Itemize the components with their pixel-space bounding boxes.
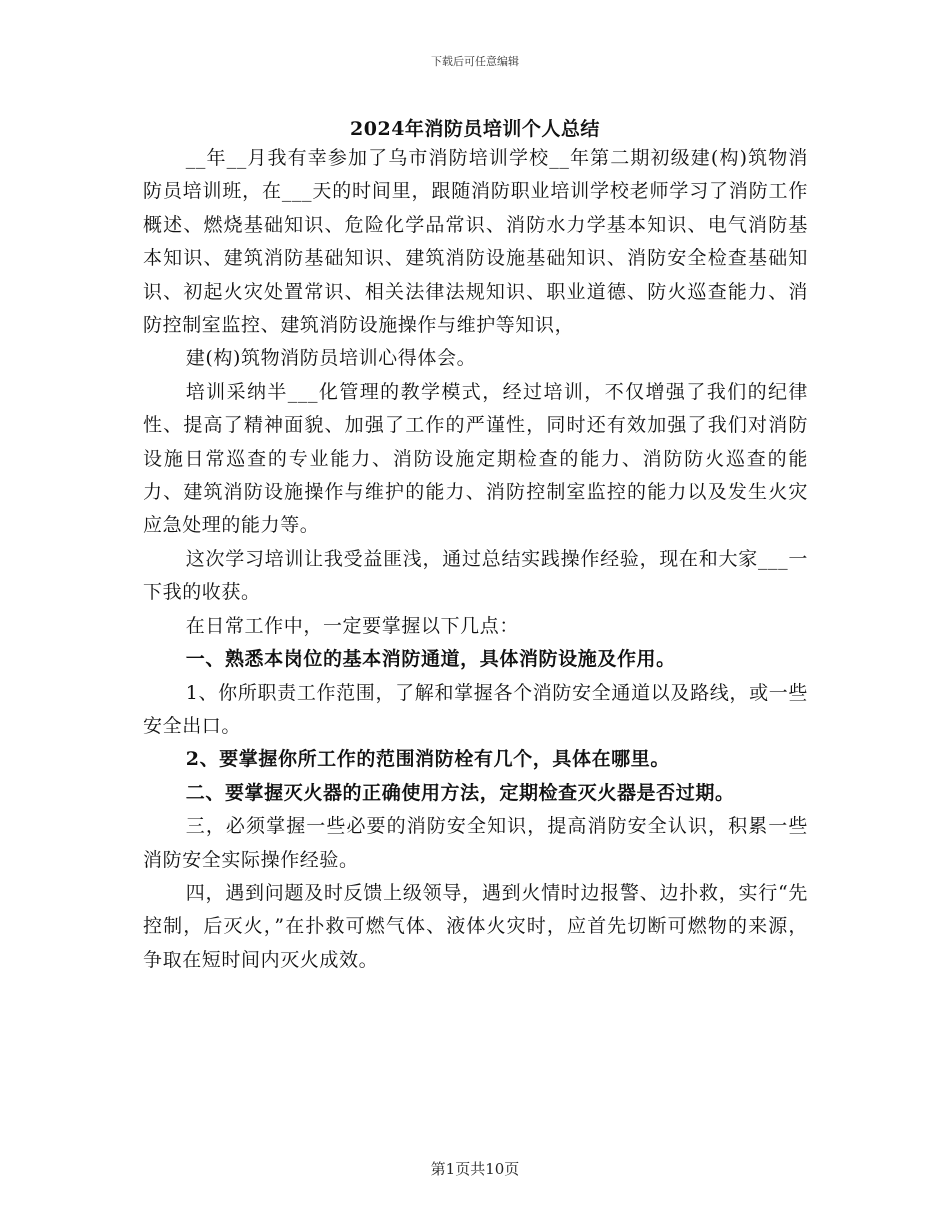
page-footer: 第1页共10页 — [430, 1160, 520, 1178]
paragraph-benefit: 这次学习培训让我受益匪浅，通过总结实践操作经验，现在和大家___一下我的收获。 — [143, 547, 808, 604]
paragraph-training-mode: 培训采纳半___化管理的教学模式，经过培训，不仅增强了我们的纪律性、提高了精神面貌、加强了工作的严谨性，同时还有效加强了我们对消防设施日常巡查的专业能力、消防设施定期检查的能力、消防防火巡查的能力、建筑消防设施操作与维护的能力、消防控制室监控的能力以及发生火灾应急处理的能力等。 — [143, 380, 808, 537]
section-heading-two: 二、要掌握灭火器的正确使用方法，定期检查灭火器是否过期。 — [185, 781, 735, 804]
paragraph-experience: 建(构)筑物消防员培训心得体会。 — [185, 347, 477, 370]
paragraph-key-points: 在日常工作中，一定要掌握以下几点： — [185, 614, 519, 637]
document-title: 2024年消防员培训个人总结 — [350, 118, 600, 140]
header-note: 下载后可任意编辑 — [431, 55, 519, 68]
paragraph-section-four: 四，遇到问题及时反馈上级领导，遇到火情时边报警、边扑救，实行“先控制，后灭火，”在扑救可燃气体、液体火灾时，应首先切断可燃物的来源，争取在短时间内灭火成效。 — [143, 881, 808, 971]
document-body — [143, 142, 808, 977]
paragraph-item-one: 1、你所职责工作范围，了解和掌握各个消防安全通道以及路线，或一些安全出口。 — [143, 681, 808, 737]
paragraph-item-two: 2、要掌握你所工作的范围消防栓有几个，具体在哪里。 — [185, 748, 670, 771]
paragraph-section-three: 三，必须掌握一些必要的消防安全知识，提高消防安全认识，积累一些消防安全实际操作经验。 — [143, 815, 808, 871]
paragraph-intro: __年__月我有幸参加了乌市消防培训学校__年第二期初级建(构)筑物消防员培训班，在___天的时间里，跟随消防职业培训学校老师学习了消防工作概述、燃烧基础知识、危险化学品常识、消防水力学基本知识、电气消防基本知识、建筑消防基础知识、建筑消防设施基础知识、消防安全检查基础知识、初起火灾处置常识、相关法律法规知识、职业道德、防火巡查能力、消防控制室监控、建筑消防设施操作与维护等知识， — [143, 147, 808, 337]
section-heading-one: 一、熟悉本岗位的基本消防通道，具体消防设施及作用。 — [185, 648, 676, 671]
